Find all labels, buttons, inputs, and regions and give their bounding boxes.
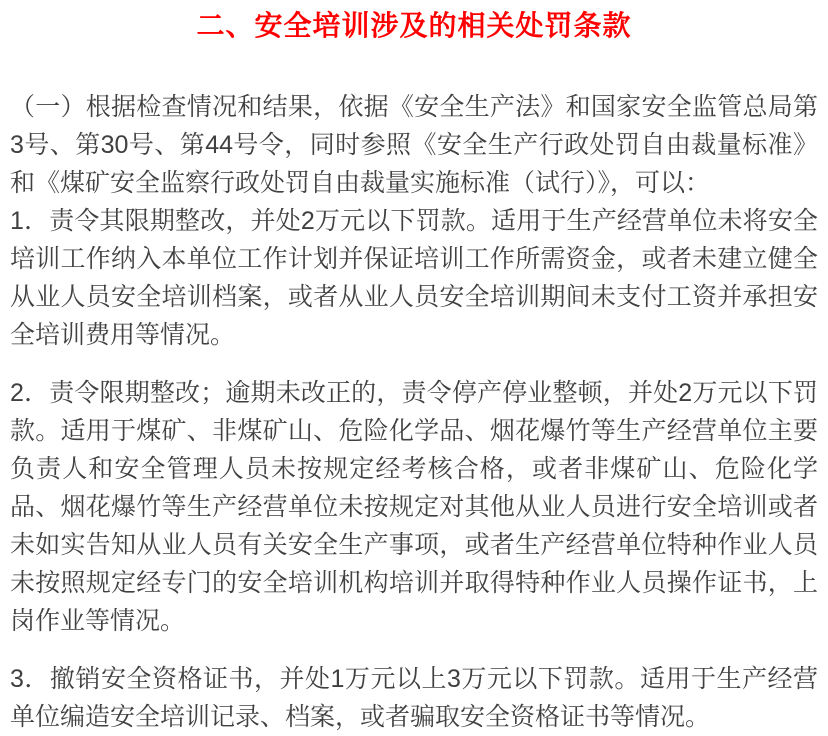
paragraph-item-3: 3．撤销安全资格证书，并处1万元以上3万元以下罚款。适用于生产经营单位编造安全培训记录、档案，或者骗取安全资格证书等情况。 [10,665,818,731]
page-title: 二、安全培训涉及的相关处罚条款 [196,10,632,41]
paragraph-item-1: 1．责令其限期整改，并处2万元以下罚款。适用于生产经营单位未将安全培训工作纳入本单位工作计划并保证培训工作所需资金，或者未建立健全从业人员安全培训档案，或者从业人员安全培训期间未支付工资并承担安全培训费用等情况。 [10,207,818,349]
paragraph-intro: （一）根据检查情况和结果，依据《安全生产法》和国家安全监管总局第3号、第30号、第44号令，同时参照《安全生产行政处罚自由裁量标准》和《煤矿安全监察行政处罚自由裁量实施标准（试行）》，可以： [10,93,818,197]
paragraph-item-2: 2．责令限期整改；逾期未改正的，责令停产停业整顿，并处2万元以下罚款。适用于煤矿、非煤矿山、危险化学品、烟花爆竹等生产经营单位主要负责人和安全管理人员未按规定经考核合格，或者非煤矿山、危险化学品、烟花爆竹等生产经营单位未按规定对其他从业人员进行安全培训或者未如实告知从业人员有关安全生产事项，或者生产经营单位特种作业人员未按照规定经专门的安全培训机构培训并取得特种作业人员操作证书，上岗作业等情况。 [10,379,818,635]
